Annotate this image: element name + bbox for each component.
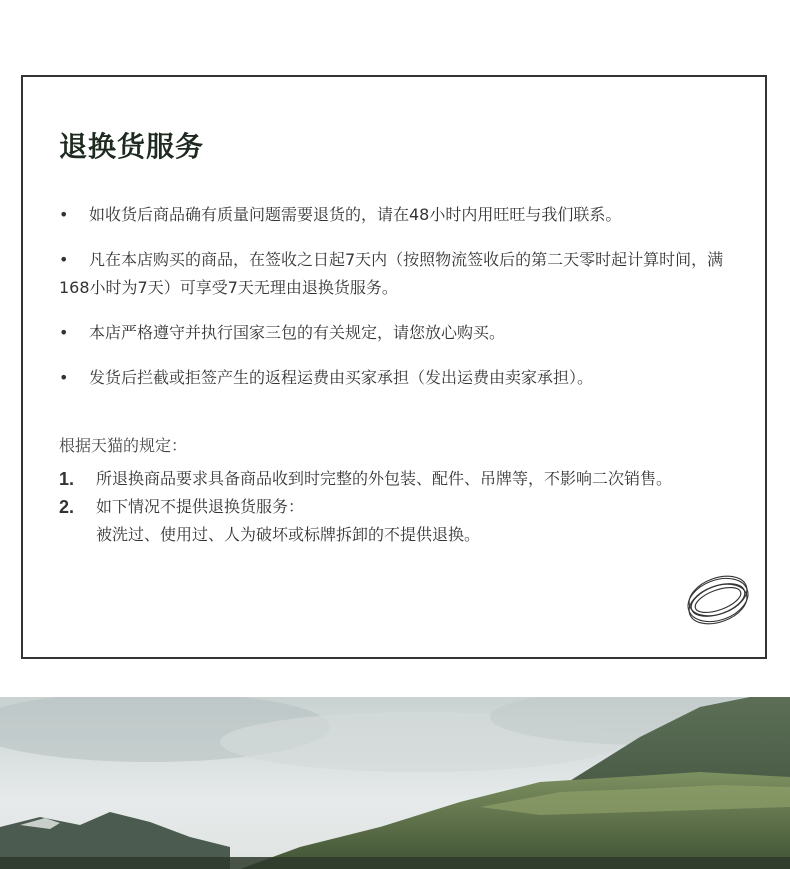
rule-number: 2.	[59, 497, 75, 517]
rule-item	[59, 493, 759, 549]
policy-bullet: • 如收货后商品确有质量问题需要退货的，请在48小时内用旺旺与我们联系。	[59, 201, 739, 229]
bullet-dot: •	[59, 323, 69, 342]
rule-item	[59, 465, 759, 493]
mountain-landscape-photo	[0, 697, 790, 869]
policy-title: 退换货服务	[59, 130, 205, 163]
rule-subtext: 被洗过、使用过、人为破坏或标牌拆卸的不提供退换。	[96, 525, 481, 544]
policy-bullet-list	[59, 201, 739, 409]
rules-list	[59, 465, 759, 549]
rule-text: 如下情况不提供退换货服务：	[96, 497, 305, 516]
rule-text: 所退换商品要求具备商品收到时完整的外包装、配件、吊牌等，不影响二次销售。	[96, 469, 673, 488]
rule-number: 1.	[59, 469, 75, 489]
bullet-dot: •	[59, 368, 69, 387]
bullet-dot: •	[59, 205, 69, 224]
policy-bullet: • 发货后拦截或拒签产生的返程运费由买家承担（发出运费由卖家承担）。	[59, 364, 739, 392]
rules-intro: 根据天猫的规定：	[59, 436, 188, 455]
policy-bullet: • 本店严格遵守并执行国家三包的有关规定，请您放心购买。	[59, 319, 739, 347]
bullet-dot: •	[59, 250, 69, 269]
concentric-rings-icon	[685, 567, 751, 633]
policy-bullet: • 凡在本店购买的商品，在签收之日起7天内（按照物流签收后的第二天零时起计算时间，满168小时为7天）可享受7天无理由退换货服务。	[59, 246, 739, 302]
return-policy-box	[21, 75, 767, 659]
